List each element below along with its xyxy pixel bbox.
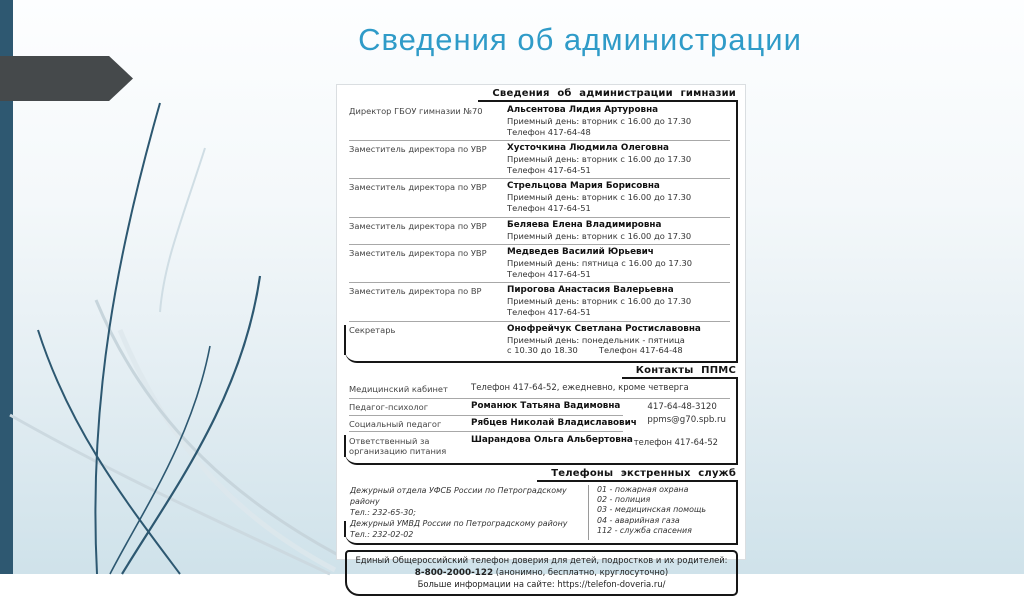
position-label: Медицинский кабинет [349, 384, 448, 395]
table-row [349, 322, 730, 359]
detail-line: Тел.: 232-65-30; [350, 507, 416, 517]
table-row [349, 283, 730, 321]
position-label: Заместитель директора по УВР [349, 144, 487, 155]
admin-section-header [345, 88, 738, 102]
slide-title: Сведения об администрации [358, 22, 802, 57]
position-label: Заместитель директора по УВР [349, 182, 487, 193]
detail-line: Телефон 417-64-51 [507, 164, 591, 175]
hotline-box [345, 550, 738, 596]
ppms-table [345, 379, 738, 465]
person-name: Романюк Татьяна Вадимовна [471, 401, 621, 412]
person-name: Шарандова Ольга Альбертовна [471, 434, 633, 445]
detail-line: Телефон 417-64-51 [507, 307, 591, 317]
list-item: 03 - медицинская помощь [597, 505, 706, 515]
detail-line: Телефон 417-64-51 [507, 203, 591, 213]
list-item: 04 - аварийная газа [597, 515, 680, 525]
detail-line: Приемный день: вторник с 16.00 до 17.30 [507, 115, 692, 126]
emergency-section-header [345, 468, 738, 482]
arrow-banner-shape [0, 56, 133, 101]
ppms-email: ppms@g70.spb.ru [647, 415, 726, 426]
list-item: 112 - служба спасения [597, 526, 692, 536]
position-label: Заместитель директора по ВР [349, 286, 482, 297]
detail-line: Приемный день: вторник с 16.00 до 17.30 [507, 296, 692, 307]
ppms-section-title: Контакты ППМС [622, 365, 738, 379]
detail-line: Приемный день: вторник с 16.00 до 17.30 [507, 230, 692, 241]
detail-line: Дежурный отдела УФСБ России по Петроградскому району [350, 485, 567, 506]
hotline-line2: 8-800-2000-122 (анонимно, бесплатно, круглосуточно) [414, 566, 669, 578]
position-label: Ответственный за организацию питания [349, 435, 447, 457]
person-name: Медведев Василий Юрьевич [507, 247, 654, 258]
phone-value: телефон 417-64-52 [633, 436, 718, 447]
person-name: Альсентова Лидия Артуровна [507, 105, 659, 115]
table-row [349, 141, 730, 179]
detail-line: Приемный день: вторник с 16.00 до 17.30 [507, 154, 692, 165]
table-row [349, 432, 730, 459]
ppms-contact-block [647, 401, 726, 428]
hotline-phone: 8-800-2000-122 [414, 567, 494, 578]
detail-line: Приемный день: пятница с 16.00 до 17.30 [507, 258, 693, 269]
emergency-duty-contacts [350, 485, 589, 540]
table-row [349, 179, 730, 217]
hotline-line3: Больше информации на сайте: https://telefon-doveria.ru/ [417, 579, 666, 589]
detail-line: Дежурный УМВД России по Петроградскому району [350, 518, 568, 528]
position-label: Директор ГБОУ гимназии №70 [349, 106, 483, 116]
detail-line: Телефон 417-64-52, ежедневно, кроме четверга [471, 383, 689, 394]
ppms-section-header [345, 365, 738, 379]
ppms-phone: 417-64-48-3120 [647, 401, 717, 412]
position-label: Педагог-психолог [349, 402, 429, 413]
table-row [349, 381, 730, 399]
position-label: Заместитель директора по УВР [349, 220, 487, 231]
table-row [349, 245, 730, 283]
emergency-table [345, 482, 738, 545]
person-name: Рябцев Николай Владиславович [471, 418, 637, 429]
table-row [349, 218, 730, 246]
person-name: Беляева Елена Владимировна [507, 219, 662, 230]
table-row [349, 103, 730, 141]
person-name: Хусточкина Людмила Олеговна [507, 143, 669, 154]
detail-line: Приемный день: вторник с 16.00 до 17.30 [507, 192, 692, 203]
admin-section-title: Сведения об администрации гимназии [478, 88, 738, 102]
position-label: Социальный педагог [349, 419, 442, 430]
list-item: 01 - пожарная охрана [597, 484, 689, 494]
position-label: Заместитель директора по УВР [349, 248, 487, 259]
hotline-line1: Единый Общероссийский телефон доверия для детей, подростков и их родителей: [355, 554, 728, 565]
person-name: Онофрейчук Светлана Ростиславовна [507, 323, 701, 334]
emergency-section-title: Телефоны экстренных служб [537, 468, 738, 482]
person-name: Стрельцова Мария Борисовна [507, 181, 660, 192]
list-item: 02 - полиция [597, 495, 651, 505]
emergency-numbers-list [589, 485, 732, 540]
admin-table [345, 102, 738, 363]
detail-line: Приемный день: понедельник - пятница [507, 334, 685, 345]
detail-line: с 10.30 до 18.30 Телефон 417-64-48 [507, 345, 683, 356]
position-label: Секретарь [349, 324, 396, 335]
detail-line: Телефон 417-64-48 [507, 126, 591, 137]
document-image [336, 84, 746, 589]
detail-line: Тел.: 232-02-02 [350, 529, 414, 539]
detail-line: Телефон 417-64-51 [507, 268, 591, 279]
person-name: Пирогова Анастасия Валерьевна [507, 285, 674, 296]
